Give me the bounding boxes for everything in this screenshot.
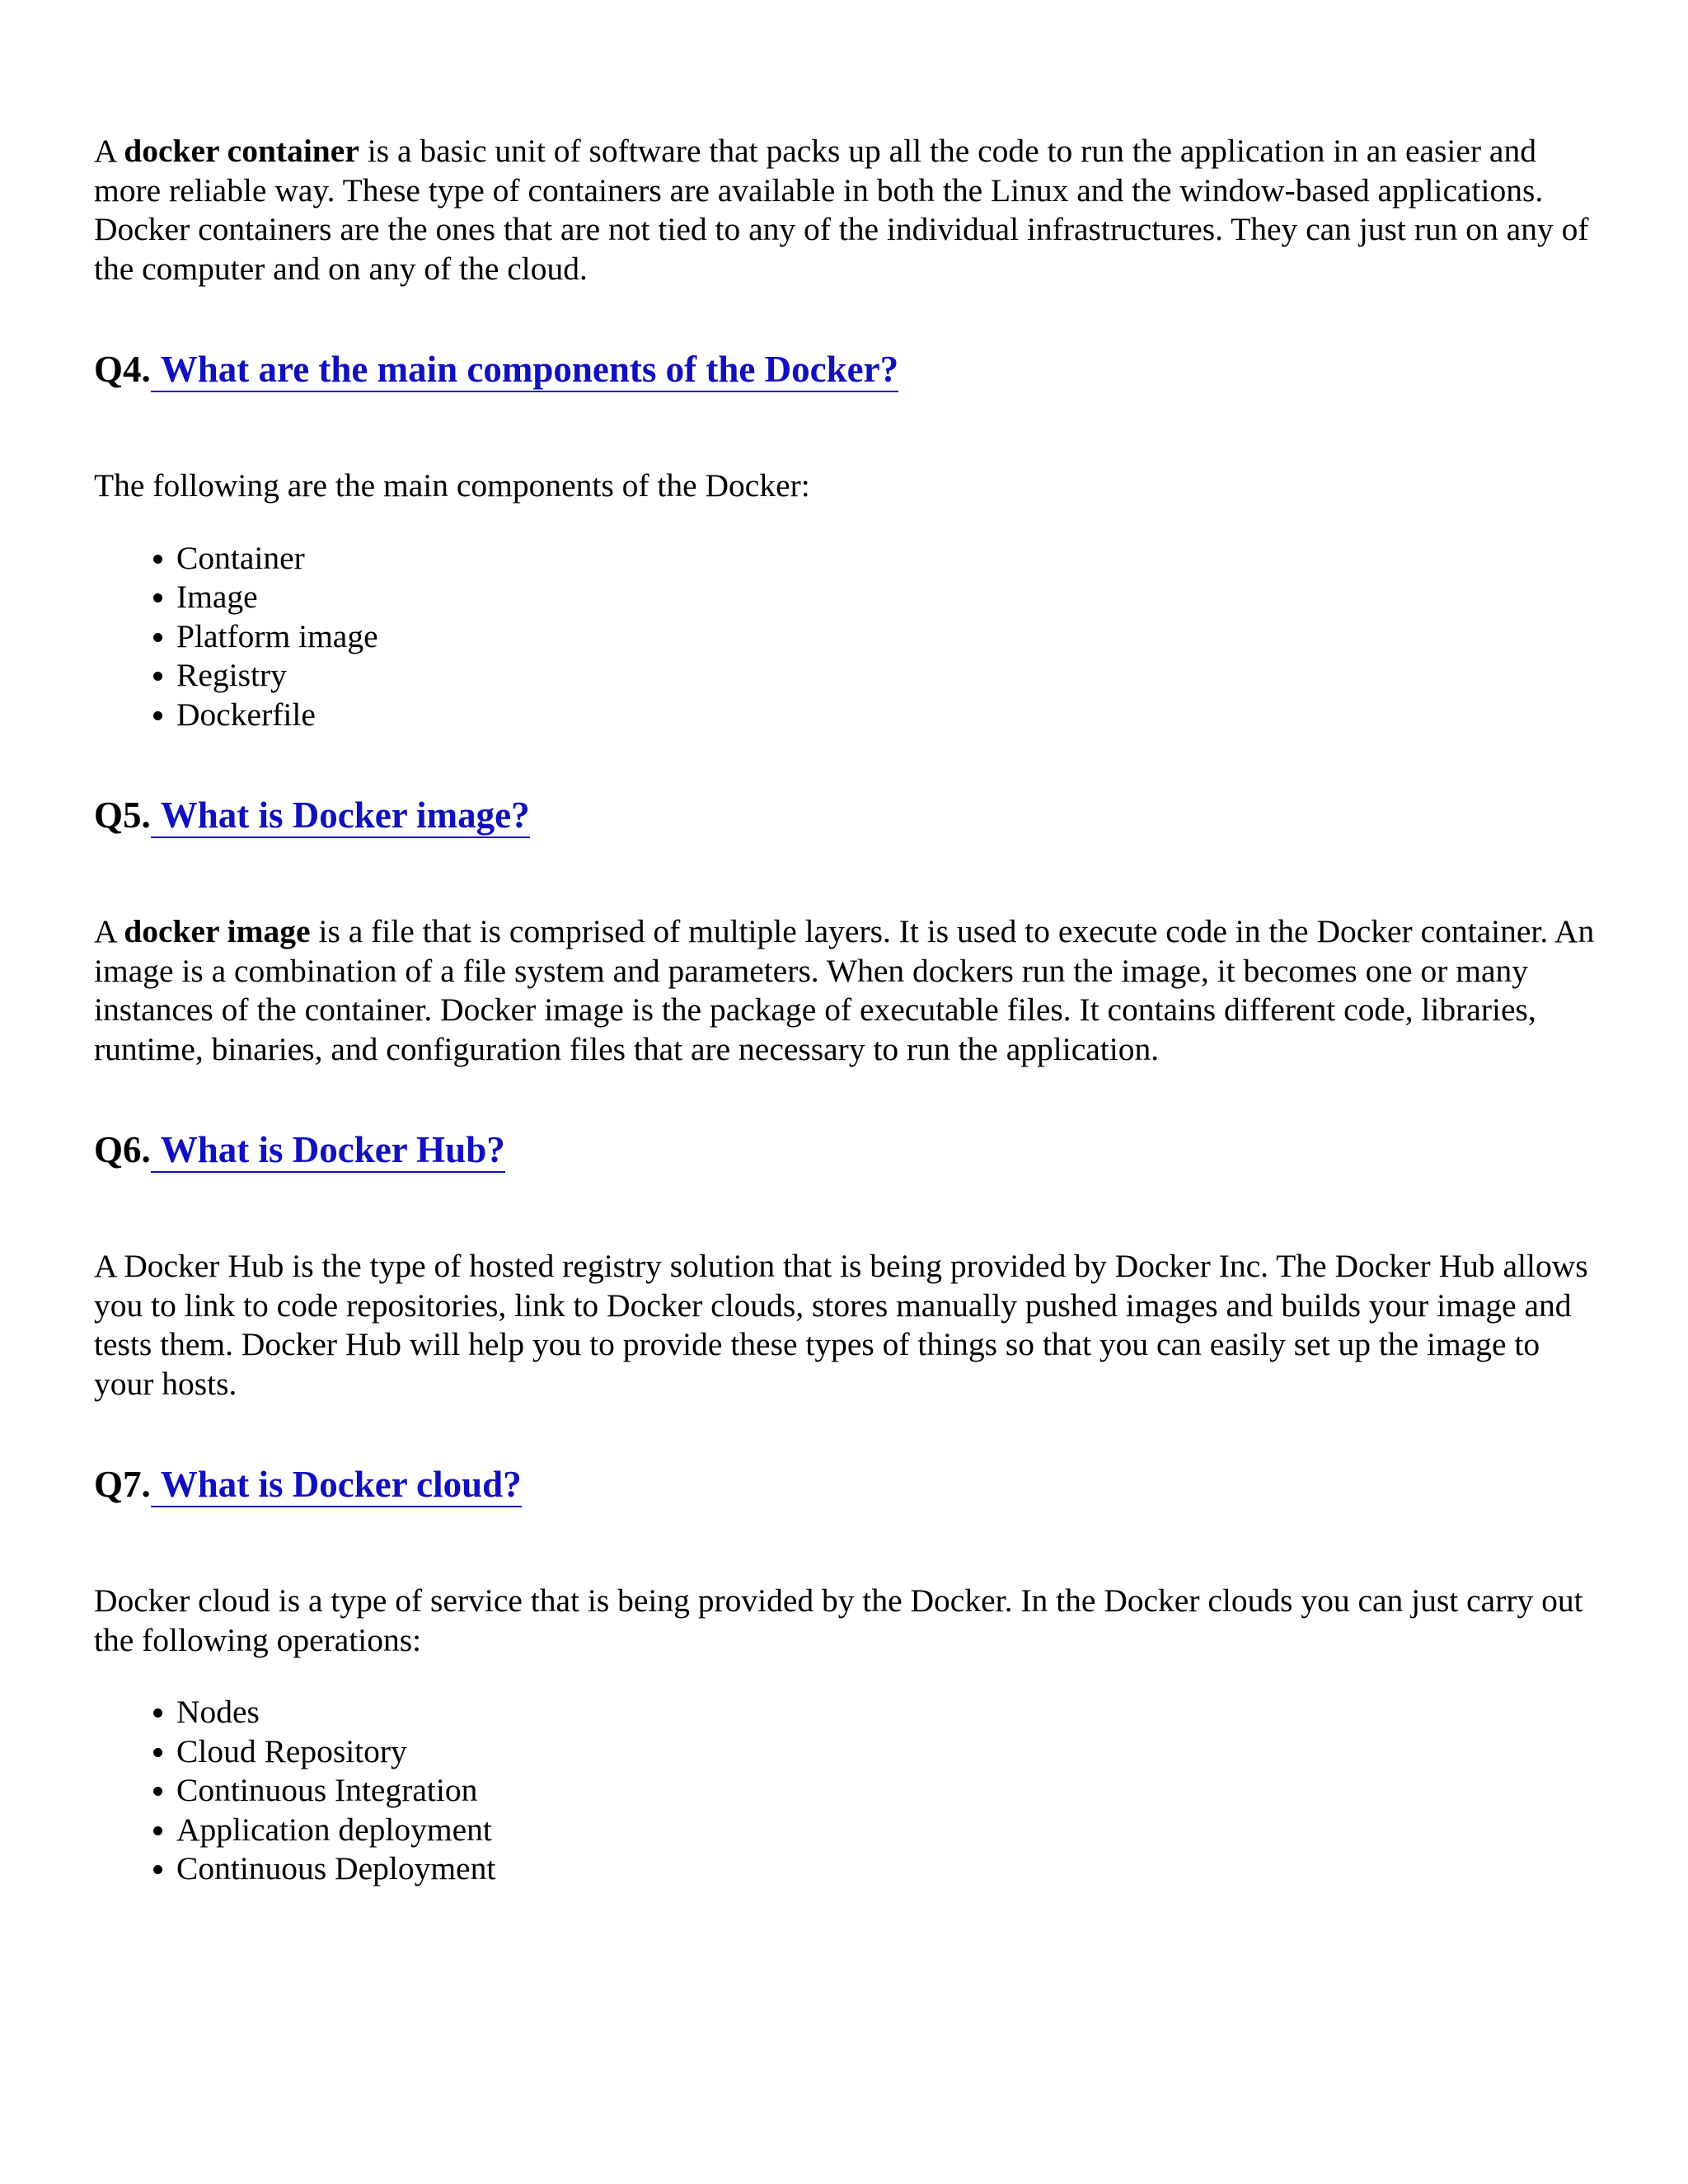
q4-number: Q4. bbox=[94, 349, 151, 390]
list-item: Container bbox=[176, 539, 1596, 579]
intro-paragraph: A docker container is a basic unit of software that packs up all the code to run the application in an easier and more reliable way. These type of containers are available in both the Linux and the window-based applications. Docker containers are the ones that are not tied to any of the individual infrastructures. They can just run on any of the computer and on any of the cloud. bbox=[94, 133, 1589, 287]
list-item: Continuous Integration bbox=[176, 1771, 1596, 1811]
q7-title-link[interactable]: What is Docker cloud? bbox=[151, 1464, 522, 1507]
q6-number: Q6. bbox=[94, 1129, 151, 1170]
list-item: Image bbox=[176, 578, 1596, 617]
docker-container-term: docker container bbox=[124, 133, 359, 169]
docker-image-term: docker image bbox=[124, 913, 311, 949]
list-item: Continuous Deployment bbox=[176, 1849, 1596, 1889]
list-item: Cloud Repository bbox=[176, 1732, 1596, 1772]
list-item: Platform image bbox=[176, 617, 1596, 657]
q6-title-link[interactable]: What is Docker Hub? bbox=[151, 1129, 505, 1173]
list-item: Application deployment bbox=[176, 1811, 1596, 1850]
q7-answer: Docker cloud is a type of service that is being provided by the Docker. In the Docker clouds you can just carry out the following operations: bbox=[94, 1582, 1583, 1658]
q4-components-list bbox=[94, 539, 1596, 735]
q5-number: Q5. bbox=[94, 794, 151, 836]
q7-operations-list bbox=[94, 1693, 1596, 1889]
q4-heading bbox=[94, 346, 1596, 392]
q6-heading bbox=[94, 1127, 1596, 1173]
q7-number: Q7. bbox=[94, 1464, 151, 1505]
q7-heading bbox=[94, 1461, 1596, 1507]
q5-heading bbox=[94, 792, 1596, 838]
q5-answer: A docker image is a file that is comprised of multiple layers. It is used to execute code in the Docker container. An image is a combination of a file system and parameters. When dockers run the image, it becomes one or many instances of the container. Docker image is the package of executable files. It contains different code, libraries, runtime, binaries, and configuration files that are necessary to run the application. bbox=[94, 913, 1595, 1067]
q4-answer: The following are the main components of the Docker: bbox=[94, 467, 810, 504]
q6-answer: A Docker Hub is the type of hosted registry solution that is being provided by Docker Inc. The Docker Hub allows you to link to code repositories, link to Docker clouds, stores manually pushed images and builds your image and tests them. Docker Hub will help you to provide these types of things so that you can easily set up the image to your hosts. bbox=[94, 1248, 1588, 1402]
q5-title-link[interactable]: What is Docker image? bbox=[151, 794, 530, 838]
list-item: Dockerfile bbox=[176, 696, 1596, 735]
q4-title-link[interactable]: What are the main components of the Docker? bbox=[151, 349, 898, 392]
list-item: Nodes bbox=[176, 1693, 1596, 1732]
list-item: Registry bbox=[176, 656, 1596, 696]
